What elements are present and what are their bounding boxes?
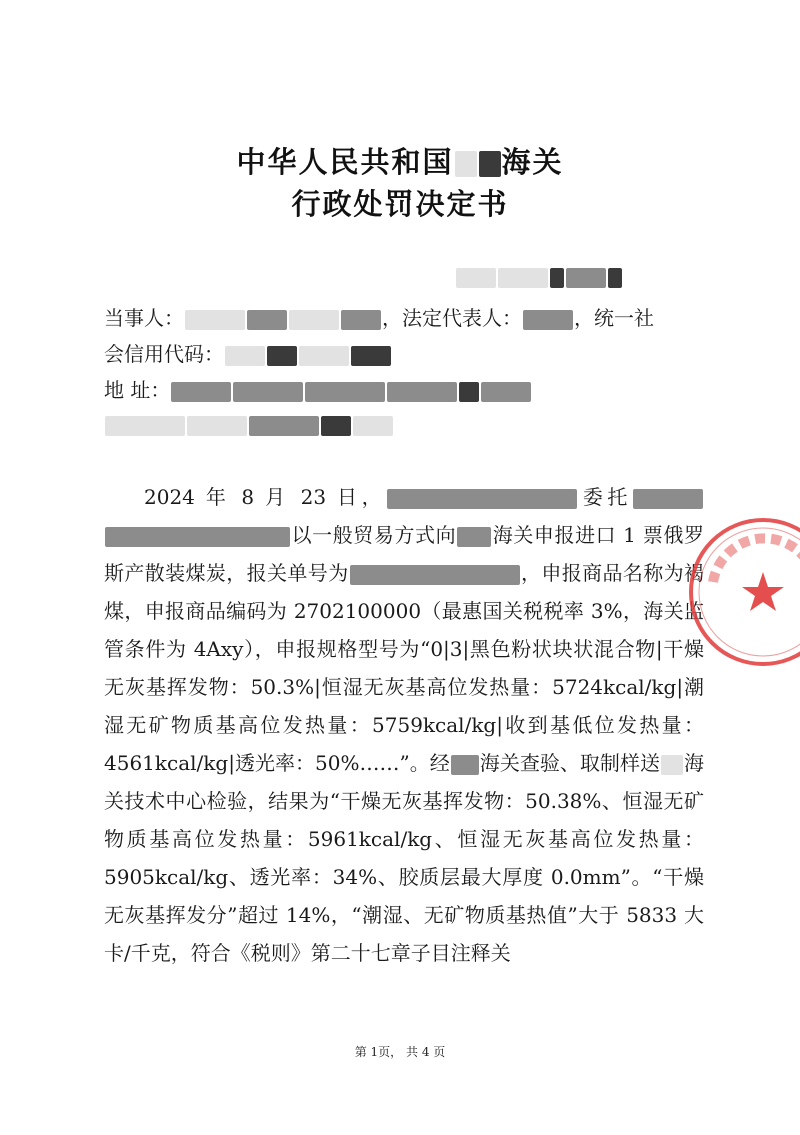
credit-code-label: 会信用代码：	[104, 342, 224, 366]
document-number-redacted	[455, 258, 705, 294]
redacted-block	[455, 151, 477, 177]
redacted-block	[479, 151, 501, 177]
body-date: 2024 年 8 月 23 日，	[144, 485, 387, 509]
party-line	[104, 300, 704, 336]
address-label: 地 址：	[104, 378, 171, 402]
party-label: 当事人：	[104, 306, 184, 330]
body-part6: 海关技术中心检验，结果为“干燥无灰基挥发物：50.38%、恒湿无矿物质基高位发热量：5961kcal/kg、恒湿无灰基高位发热量：5905kcal/kg、透光率：34%、胶质层最大厚度 0.0mm”。“干燥无灰基挥发分”超过 14%，“潮湿、无矿物质基热值”大于 5833 大卡/千克，符合《税则》第二十七章子目注释关	[104, 751, 705, 965]
document-title-line1	[0, 140, 800, 181]
page-footer: 第 1页， 共 4 页	[354, 1045, 446, 1059]
legal-rep-label: ，法定代表人：	[382, 306, 522, 330]
body-part2: 以一般贸易方式向	[291, 523, 457, 547]
body-entrust: 委托	[578, 485, 633, 509]
document-title-line2: 行政处罚决定书	[291, 187, 509, 221]
credit-code-line	[104, 336, 704, 372]
body-part3: 海关申报进口 1 票俄罗斯产散装煤炭，报关单号为	[104, 523, 704, 585]
decision-body	[104, 478, 704, 972]
credit-code-suffix: ，统一社	[574, 306, 654, 330]
title-suffix: 海关	[501, 145, 564, 179]
body-part4: ，申报商品名称为褐煤，申报商品编码为 2702100000（最惠国关税税率 3%，海关监管条件为 4Axy），申报规格型号为“0|3|黑色粉状块状混合物|干燥无灰基挥发物：50.3%|恒湿无灰基高位发热量：5724kcal/kg|潮湿无矿物质基高位发热量：5759kcal/kg|收到基低位发热量：4561kcal/kg|透光率：50%……”。经	[104, 561, 705, 775]
address-line	[104, 372, 704, 408]
body-part5: 海关查验、取制样送	[479, 751, 660, 775]
title-prefix: 中华人民共和国	[236, 145, 454, 179]
address-line-2	[104, 406, 704, 442]
